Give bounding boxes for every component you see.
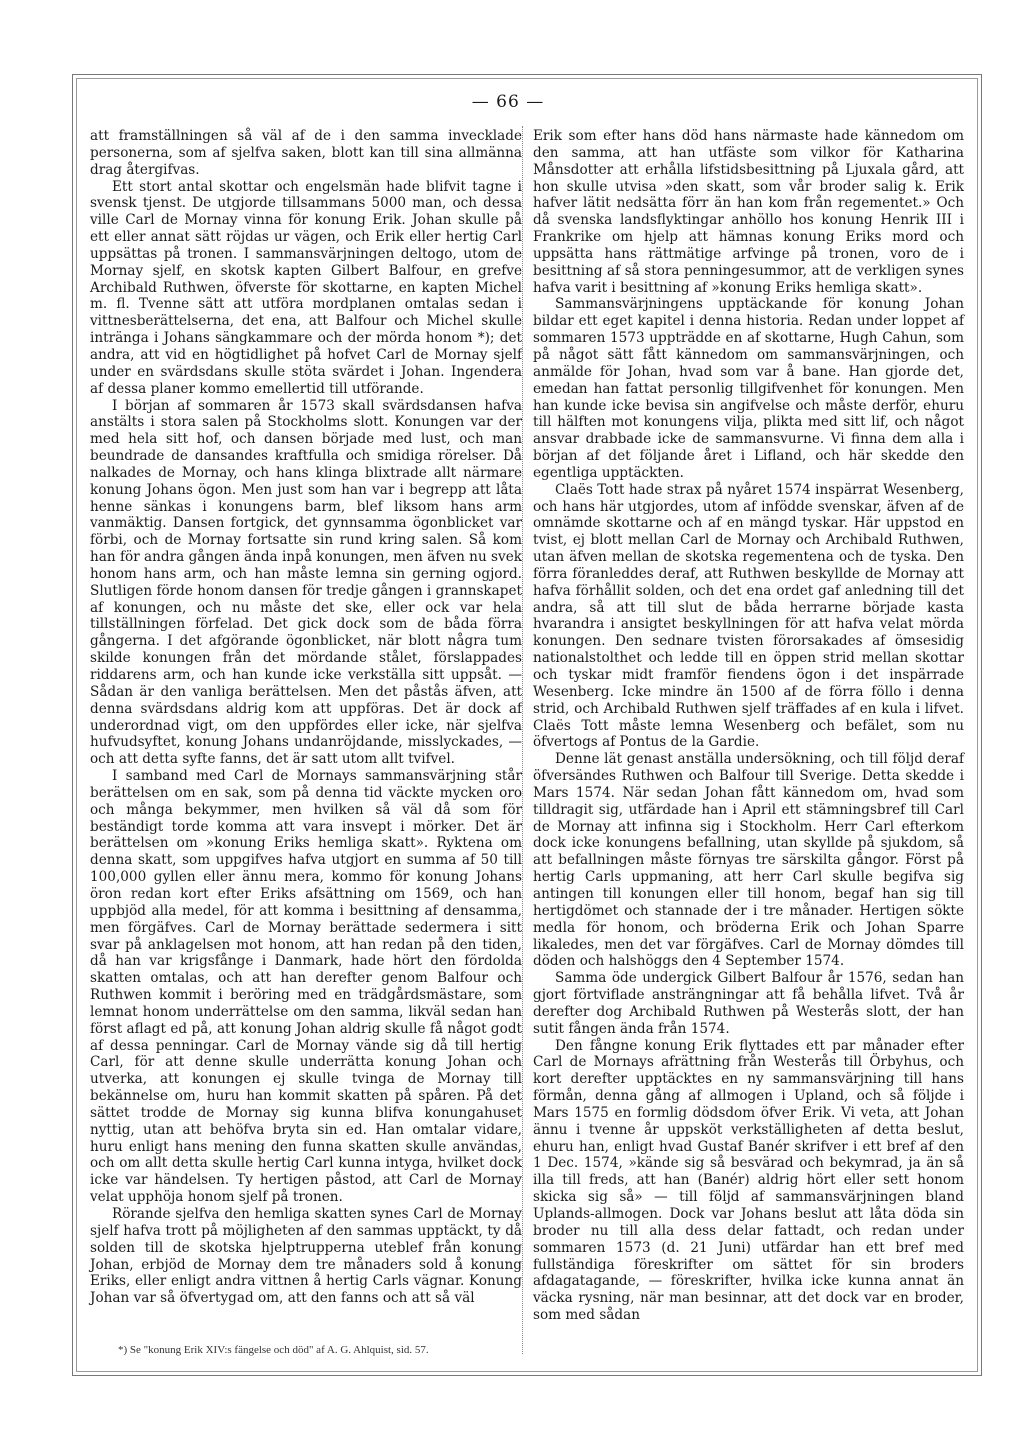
right-paragraph-5: Samma öde undergick Gilbert Balfour år 1576, sedan han gjort förtviflade ansträngningar att få behålla lifvet. Två år derefter dog Archibald Ruthwen på Westerås slott, der han sutit fången ända från 1574.: [533, 970, 964, 1037]
left-paragraph-1: att framställningen så väl af de i den samma invecklade personerna, som af sjelfva saken, blott kan till sina allmänna drag återgifvas.: [90, 128, 522, 178]
right-paragraph-4: Denne lät genast anställa undersökning, och till följd deraf öfversändes Ruthwen och Balfour till Sverige. Detta skedde i Mars 1574. När sedan Johan fått kännedom om, hvad som tilldragit sig, utfärdade han i April ett stämningsbref till Carl de Mornay att infinna sig i Stockholm. Herr Carl efterkom dock icke konungens befallning, utan skyllde på sjukdom, så att befallningen måste förnyas tre särskilta gångor. Först på hertig Carls uppmaning, att herr Carl skulle begifva sig antingen till konungen eller till honom, begaf han sig till hertigdömet och stannade der i tre månader. Hertigen sökte medla för honom, och bröderna Erik och Johan Sparre likaledes, men det var förgäfves. Carl de Mornay dömdes till döden och halshöggs den 4 September 1574.: [533, 751, 964, 970]
page-number: — 66 —: [471, 92, 545, 112]
right-paragraph-3: Claës Tott hade strax på nyåret 1574 inspärrat Wesenberg, och hans här utgjordes, utom af infödde svenskar, äfven af de omnämde skottarne och af en mängd tyskar. Här uppstod en tvist, ej blott mellan Carl de Mornay och Archibald Ruthwen, utan äfven mellan de skotska regementena och de tyska. Den förra föranleddes deraf, att Ruthwen beskyllde de Mornay att hafva förhållit solden, och det ena ordet gaf anledning till det andra, så att till slut de båda herrarne började kasta hvarandra i ansigtet beskyllningen för att hafva velat mörda konungen. Den sednare tvisten förorsakades af ömsesidig nationalstolthet och ledde till en öppen strid mellan skottar och tyskar midt framför fiendens ögon i det inspärrade Wesenberg. Icke mindre än 1500 af de förra föllo i denna strid, och Archibald Ruthwen sjelf träffades af en kula i lifvet. Claës Tott måste lemna Wesenberg och befälet, som nu öfvertogs af Pontus de la Gardie.: [533, 481, 964, 751]
left-paragraph-3: I början af sommaren år 1573 skall svärdsdansen hafva anstälts i stora salen på Stockholms slott. Konungen var der med hela sitt hof, och dansen började med lust, och man beundrade de dansandes kraftfulla och smidiga rörelser. Då nalkades de Mornay, och hans klinga blixtrade allt närmare konung Johans ögon. Men just som han var i begrepp att låta henne sänkas i konungens barm, blef liksom hans arm vanmäktig. Dansen fortgick, det gynnsamma ögonblicket var förbi, och de Mornay fortsatte sin rund kring salen. Så kom han för andra gången ända inpå konungen, men äfven nu svek honom hans arm, och han måste lemna sin gerning ogjord. Slutligen förde honom dansen för tredje gången i grannskapet af konungen, och nu måste det ske, eller ock var hela tillställningen förfelad. Det gick dock som de båda förra gångerna. I det afgörande ögonblicket, när blott några tum skilde konungen från det mördande stålet, förslappades riddarens arm, och han kunde icke verkställa sitt uppsåt. — Sådan är den vanliga berättelsen. Men det påstås äfven, att denna svärdsdans aldrig kom att uppföras. Det är dock af underordnad vigt, om den uppfördes eller icke, när sjelfva hufvudsyftet, konung Johans undanröjdande, misslyckades, — och att detta syfte fanns, det är satt utom allt tvifvel.: [90, 397, 522, 768]
right-column: [533, 128, 964, 1324]
footnote: *) Se "konung Erik XIV:s fängelse och död" af A. G. Ahlquist, sid. 57.: [118, 1344, 429, 1356]
left-paragraph-2: Ett stort antal skottar och engelsmän hade blifvit tagne i svensk tjenst. De utgjorde tillsammans 5000 man, och dessa ville Carl de Mornay vinna för konung Erik. Johan skulle på ett eller annat sätt röjdas ur vägen, och Erik eller hertig Carl uppsättas på tronen. I sammansvärjningen deltogo, utom de Mornay sjelf, en skotsk kapten Gilbert Balfour, en grefve Archibald Ruthwen, öfverste för skottarne, en kapten Michel m. fl. Tvenne sätt att utföra mordplanen omtalas sedan i vittnesberättelserna, det ena, att Balfour och Michel skulle intränga i Johans sängkammare och der mörda honom *); det andra, att vid en högtidlighet på hofvet Carl de Mornay sjelf under en svärdsdans skulle stöta svärdet i Johan. Ingendera af dessa planer kommo emellertid till utförande.: [90, 178, 522, 397]
right-paragraph-1: Erik som efter hans död hans närmaste hade kännedom om den samma, att han utfäste som vilkor för Katharina Månsdotter att erhålla lifstidsbesittning på Ljuxala gård, att hon skulle utvisa »den skatt, som vår broder salig k. Erik hafver lätit nedsätta förr än han kom från regementet.» Och då svenska landsflyktingar anhöllo hos konung Henrik III i Frankrike om hjelp att hämnas konung Eriks mord och uppsätta hans rättmätige arfvinge på tronen, voro de i besittning af så stora penningesummor, att de verkligen synes hafva varit i besittning af »konung Eriks hemliga skatt».: [533, 128, 964, 296]
left-column: [90, 128, 522, 1307]
right-paragraph-2: Sammansvärjningens upptäckande för konung Johan bildar ett eget kapitel i denna historia. Redan under loppet af sommaren 1573 uppträdde en af skottarne, Hugh Cahun, som på något sätt fått kännedom om sammansvärjningen, och anmälde för Johan, hvad som var å bane. Han gjorde det, emedan han fattat personlig tillgifvenhet för konungen. Men han kunde icke bevisa sin angifvelse och måste derför, ehuru till hälften mot konungens vilja, plikta med sitt lif, och något ansvar drabbade icke de sammansvurne. Vi finna dem alla i början af det följande året i Lifland, och här skedde den egentliga upptäckten.: [533, 296, 964, 481]
left-paragraph-5: Rörande sjelfva den hemliga skatten synes Carl de Mornay sjelf hafva trott på möjligheten af den sammas upptäckt, ty då solden till de skotska hjelptrupperna uteblef från konung Johan, erbjöd de Mornay dem tre månaders sold å konung Eriks, eller enligt andra vittnen å hertig Carls vägnar. Konung Johan var så öfvertygad om, att den fanns och att så väl: [90, 1206, 522, 1307]
left-paragraph-4: I samband med Carl de Mornays sammansvärjning står berättelsen om en sak, som på denna tid väckte mycken oro och många bekymmer, men hvilken så väl då som för beständigt torde komma att vara insvept i mörker. Det är berättelsen om »konung Eriks hemliga skatt». Ryktena om denna skatt, som uppgifves hafva utgjort en summa af 50 till 100,000 gyllen eller ännu mera, kommo för konung Johans öron redan kort efter Eriks afsättning om 1569, och han uppbjöd alla medel, för att komma i besittning af densamma, men förgäfves. Carl de Mornay berättade sedermera i sitt svar på anklagelsen mot honom, att han redan på den tiden, då han var krigsfånge i Danmark, hade hört den fördolda skatten omtalas, och att han derefter genom Balfour och Ruthwen kommit i beröring med en trädgårdsmästare, som lemnat honom underrättelse om den samma, likväl sedan han först aflagt ed på, att konung Johan aldrig skulle få något godt af dessa penningar. Carl de Mornay vände sig då till hertig Carl, för att denne skulle underrätta konung Johan och utverka, att konungen ej skulle tvinga de Mornay till bekännelse om, huru han kommit skatten på spåren. På det sättet trodde de Mornay sig kunna blifva konungahuset nyttig, utan att behöfva bryta sin ed. Han omtalar vidare, huru enligt hans mening den funna skatten skulle användas, och om allt detta skulle hertig Carl kunna intyga, hvilket dock icke var händelsen. Ty hertigen påstod, att Carl de Mornay velat upphöja honom sjelf på tronen.: [90, 768, 522, 1206]
right-paragraph-6: Den fångne konung Erik flyttades ett par månader efter Carl de Mornays afrättning från Westerås till Örbyhus, och kort derefter upptäcktes en ny sammansvärjning till hans förmån, denna gång af allmogen i Upland, och så följde i Mars 1575 en formlig dödsdom öfver Erik. Vi veta, att Johan ännu i tvenne år uppsköt verkställigheten af detta beslut, ehuru han, enligt hvad Gustaf Banér skrifver i ett bref af den 1 Dec. 1574, »kände sig så besvärad och bekymrad, ja än så illa till freds, att han (Banér) aldrig hört eller sett honom skicka sig så» — till följd af sammansvärjningen bland Uplands-allmogen. Dock var Johans beslut att låta döda sin broder nu till alla dess delar fattadt, och redan under sommaren 1573 (d. 21 Juni) utfärdar han ett bref med fullständiga föreskrifter om sättet för sin broders afdagatagande, — föreskrifter, hvilka icke kunna annat än väcka rysning, när man besinnar, att det dock var en broder, som med sådan: [533, 1037, 964, 1324]
column-divider: [522, 126, 523, 1354]
